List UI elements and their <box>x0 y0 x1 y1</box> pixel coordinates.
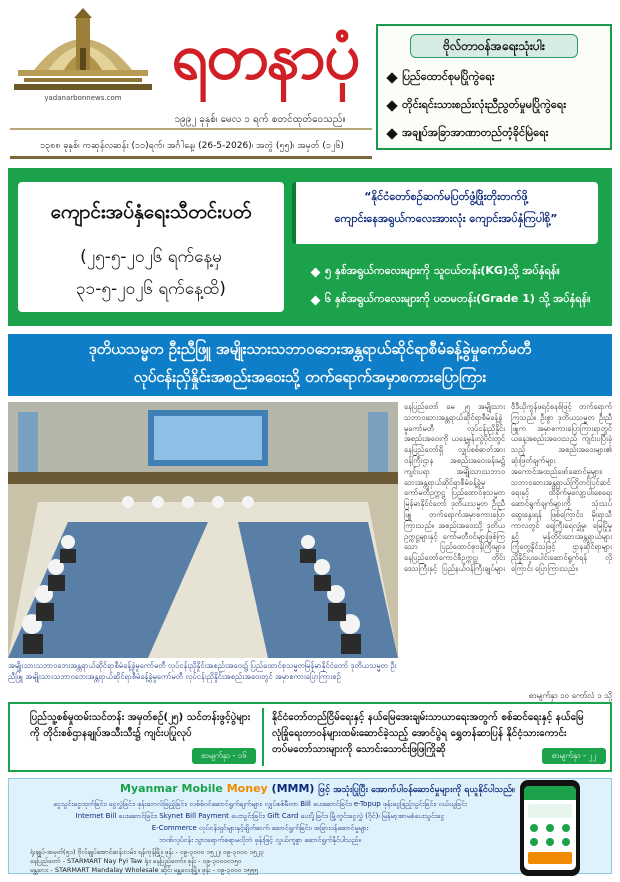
masthead-bottom-rule <box>10 156 372 159</box>
teaser-right-text[interactable]: နိုင်ငံတော်တည်ငြိမ်ရေးနှင့် နယ်မြေအေးချမ်းသာယာရေးအတွက် စစ်ဆင်ရေးနှင့် နယ်မြေလုံခြုံရေးတာဝန်များထမ်းဆောင်ခဲ့သည့် အောင်ပွဲရ ရွှေတန်ဆာပြန် နိုင်ငံ့သားကောင်းတပ်မတော်သားများကို သောင်းသောင်းဖြဖြကြိုဆို <box>272 712 584 755</box>
masthead-top-rule <box>10 128 372 130</box>
duty-item: အချုပ်အခြာအာဏာတည်တံ့ခိုင်မြဲရေး <box>388 126 608 142</box>
diamond-bullet-icon <box>311 295 321 305</box>
ad-header <box>120 782 515 797</box>
headline-line: ဒုတိယသမ္မတ ဦးညီဖြူ အမျိုးသားသဘာဝဘေးအန္တရာယ်ဆိုင်ရာစီမံခန့်ခွဲမှုကော်မတီ <box>88 340 532 358</box>
meeting-photo <box>8 402 398 658</box>
ad-service-line: ငွေသွင်းငွေထုတ်ခြင်း၊ ငွေလွှဲခြင်း၊ ဖုန်းဘေလ်ဖြည့်ခြင်း၊ လစ်စ်ဝင်ဆောင်ရွက်ချက်များ၊ လျှပ်စစ်မီတာ Bill ပေးဆောင်ခြင်း၊ e-Topup ဖုန်းငွေဖြည့်သွင်းခြင်း၊ ဝယ်ယူခြင်း <box>53 800 467 808</box>
enrolment-date-from: (၂၅-၅-၂၀၂၆ ရက်နေ့မှ <box>80 247 222 267</box>
article-body: နေပြည်တော် မေ ၂၅ အမျိုးသား သဘာဝဘေးအန္တရာယ်ဆိုင်ရာစီမံခန့်ခွဲမှုကော်မတီ လုပ်ငန်းညှိနှိုင်းအစည်းအဝေးကို ယနေ့မွန်းလွဲပိုင်းတွင် နေပြည်တော်ရှိ လျှပ်စစ်ဓာတ်အားဝန်ကြီးဌာန အစည်းအဝေးခန်းမ၌ ကျင်းပရာ အမျိုးသားသဘာဝဘေးအန္တရာယ်ဆိုင်ရာစီမံခန့်ခွဲမှုကော်မတီဥက္ကဋ္ဌ ပြည်ထောင်စုသမ္မတမြန်မာနိုင်ငံတော် ဒုတိယသမ္မတ ဦးညီဖြူ တက်ရောက်အမှာစကားပြောကြားသည်။ အစည်းအဝေးသို့ ဒုတိယဥက္ကဋ္ဌများနှင့် ကော်မတီဝင်များဖြစ်ကြသော ပြည်ထောင်စုဝန်ကြီးများ၊ နေပြည်တော်ကောင်စီဥက္ကဋ္ဌ၊ တိုင်းဒေသကြီးနှင့် ပြည်နယ်ဝန်ကြီးချုပ်များ ဗီဒီယိုကွန်ဖရင့်စနစ်ဖြင့် တက်ရောက်ကြသည်။ ဦးစွာ ဒုတိယသမ္မတ ဦးညီဖြူက အမှာစကားပြောကြားရာတွင် ယနေ့အစည်းအဝေးသည် ကျင်းပပြီးခဲ့သည့် အစည်းအဝေးများ၏ ဆုံးဖြတ်ချက်များ အကောင်အထည်ဖော်ဆောင်မှုများ၊ သဘာဝဘေးအန္တရာယ်ကြိုတင်ပြင်ဆင်ရေးနှင့် ထိခိုက်မှုလျော့ပါးစေရေးဆောင်ရွက်ချက်များကို သုံးသပ်ဆွေးနွေးရန် ဖြစ်ကြောင်း၊ မိုးရာသီကာလတွင် ရေကြီးရေလျှံမှု၊ မြေပြိုမှုနှင့် မုန်တိုင်းဘေးအန္တရာယ်များ ကြုံတွေ့နိုင်သဖြင့် ဌာနဆိုင်ရာများ ညှိနှိုင်းပူးပေါင်းဆောင်ရွက်ရန် လိုကြောင်း ပြောကြားသည်။ <box>404 402 612 573</box>
issue-date-line: ၁၃၈၈ ခုနှစ်၊ ကဆုန်လဆန်း (၁၁)ရက်၊ အင်္ဂါနေ့၊ (26-5-2026)၊ အတွဲ (၅၅)၊ အမှတ် (၁၂၆) <box>40 141 344 151</box>
ad-contact-line: နေပြည်တော် - STARMART Nay Pyi Taw ရုံး၊ နေပြည်တော်။ ဖုန်း - ၀၉-၃၀၀၀၀၁၅၀ <box>30 857 242 865</box>
enrolment-date-to: ၃၁-၅-၂၀၂၆ ရက်နေ့ထိ) <box>76 279 226 299</box>
duty-item: တိုင်းရင်းသားစည်းလုံးညီညွတ်မှုမပြိုကွဲရေး <box>388 98 608 114</box>
diamond-bullet-icon <box>311 267 321 277</box>
enrolment-quote-line: “နိုင်ငံတော်စဉ်ဆက်မပြတ်ဖွံ့ဖြိုးတိုးတက်ဖို့ <box>364 190 528 203</box>
diamond-bullet-icon <box>386 100 397 111</box>
ad-contact-line: မန္တလေး - STARMART Mandalay Wholesale ဆိုင်၊ မန္တလေးမြို့။ ဖုန်း - ၀၉-၃၀၀၀ ၁၅၅၅ <box>30 866 258 874</box>
ad-service-line: ဘဏ်လုပ်ငန်း သွားရောက်စရာမလိုဘဲ ဖုန်းဖြင့် လွယ်ကူစွာ ဆောင်ရွက်နိုင်ပါသည်။ <box>159 836 361 844</box>
masthead-title: ရတနာပုံ <box>171 19 359 94</box>
ad-brand-money: Money <box>226 782 268 795</box>
ad-service-line: E-Commerce လုပ်ငန်းရှင်များနှင့်ချိတ်ဆက် ဆောင်ရွက်ခြင်း၊ အခြားဝန်ဆောင်မှုများ <box>151 824 369 832</box>
article-continued-link[interactable]: စာမျက်နှာ ၁၀ ကော်လံ ၁ သို့ <box>528 691 612 700</box>
teaser-left-page-badge[interactable]: စာမျက်နှာ - ၁၆ <box>192 748 256 764</box>
enrolment-heading: ကျောင်းအပ်နှံရေးသီတင်းပတ် <box>50 201 252 223</box>
teaser-divider <box>262 708 264 766</box>
duty-item: ပြည်ထောင်စုမပြိုကွဲရေး <box>388 70 608 86</box>
teaser-right-page-badge[interactable]: စာမျက်နှာ - ၂၂ <box>542 748 606 764</box>
enrolment-point: ၅ နှစ်အရွယ်ကလေးများကို သူငယ်တန်း(KG)သို့ အပ်နှံရန်။ <box>312 264 604 280</box>
ad-brand-mobile: Myanmar Mobile <box>120 782 223 795</box>
ad-slogan: ဖြင့် အသုံးပြုပြီး အောက်ပါဝန်ဆောင်မှုများကို ရယူနိုင်ပါသည်။ <box>318 785 515 795</box>
founding-date: ၁၉၉၂ ခုနှစ်၊ မေလ ၁ ရက် စတင်ထုတ်ဝေသည်။ <box>174 114 346 125</box>
photo-caption: အမျိုးသားသဘာဝဘေးအန္တရာယ်ဆိုင်ရာစီမံခန့်ခွဲမှုကော်မတီ လုပ်ငန်းညှိနှိုင်းအစည်းအဝေး၌ ပြည်ထောင်စုသမ္မတမြန်မာနိုင်ငံတော် ဒုတိယသမ္မတ ဦးညီဖြူ အမျိုးသားသဘာဝဘေးအန္တရာယ်ဆိုင်ရာစီမံခန့်ခွဲမှုကော်မတီ လုပ်ငန်းညှိနှိုင်းအစည်းအဝေးတွင် အမှာစကားပြောကြားစဉ် <box>8 661 397 681</box>
website-url: yadanarbonnews.com <box>44 94 122 102</box>
enrolment-quote-line: ကျောင်းနေအရွယ်ကလေးအားလုံး ကျောင်းအပ်နှံကြပါစို့” <box>334 212 558 225</box>
teaser-left-text[interactable]: ပြည်သူ့စစ်မှုထမ်းသင်တန်း အမှတ်စဉ်(၂၅) သင်တန်းဖွင့်ပွဲများကို တိုင်းစစ်ဌာနချုပ်အသီးသီး၌ ကျင်းပပြုလုပ် <box>30 712 251 739</box>
headline-line: လုပ်ငန်းညှိနှိုင်းအစည်းအဝေးသို့ တက်ရောက်အမှာစကားပြောကြား <box>133 368 487 386</box>
phone-screen <box>524 786 576 870</box>
ad-service-line: Internet Bill ပေးဆောင်ခြင်း၊ Skynet Bill Payment ပေးသွင်းခြင်း၊ Gift Card ပေးပို့ခြင်း၊ မြို့တွင်းငွေလွှဲ (ဝိုင်)၊ မြန်မာ့အာမခံပေးသွင်းငွေ <box>75 812 445 820</box>
diamond-bullet-icon <box>386 72 397 83</box>
ad-brand-abbr: (MMM) <box>271 782 315 795</box>
ad-contact-line: ရုံးချုပ်-အမှတ်(၅၁) ဗိုလ်ချုပ်အောင်ဆန်းလမ်း၊ ရန်ကုန်မြို့။ ဖုန်း - ၀၉-၃၀၀၀ ၁၅၂၂၊ ၀၉-၃၀၀၀ ၁၅၂၃ <box>30 848 264 856</box>
newspaper-emblem-logo <box>14 8 152 92</box>
duty-box-title: ဗိုလ်တာဝန်အရေးသုံးပါး <box>410 34 578 58</box>
diamond-bullet-icon <box>386 128 397 139</box>
enrolment-point: ၆ နှစ်အရွယ်ကလေးများကို ပထမတန်း(Grade 1) သို့ အပ်နှံရန်။ <box>312 292 604 308</box>
